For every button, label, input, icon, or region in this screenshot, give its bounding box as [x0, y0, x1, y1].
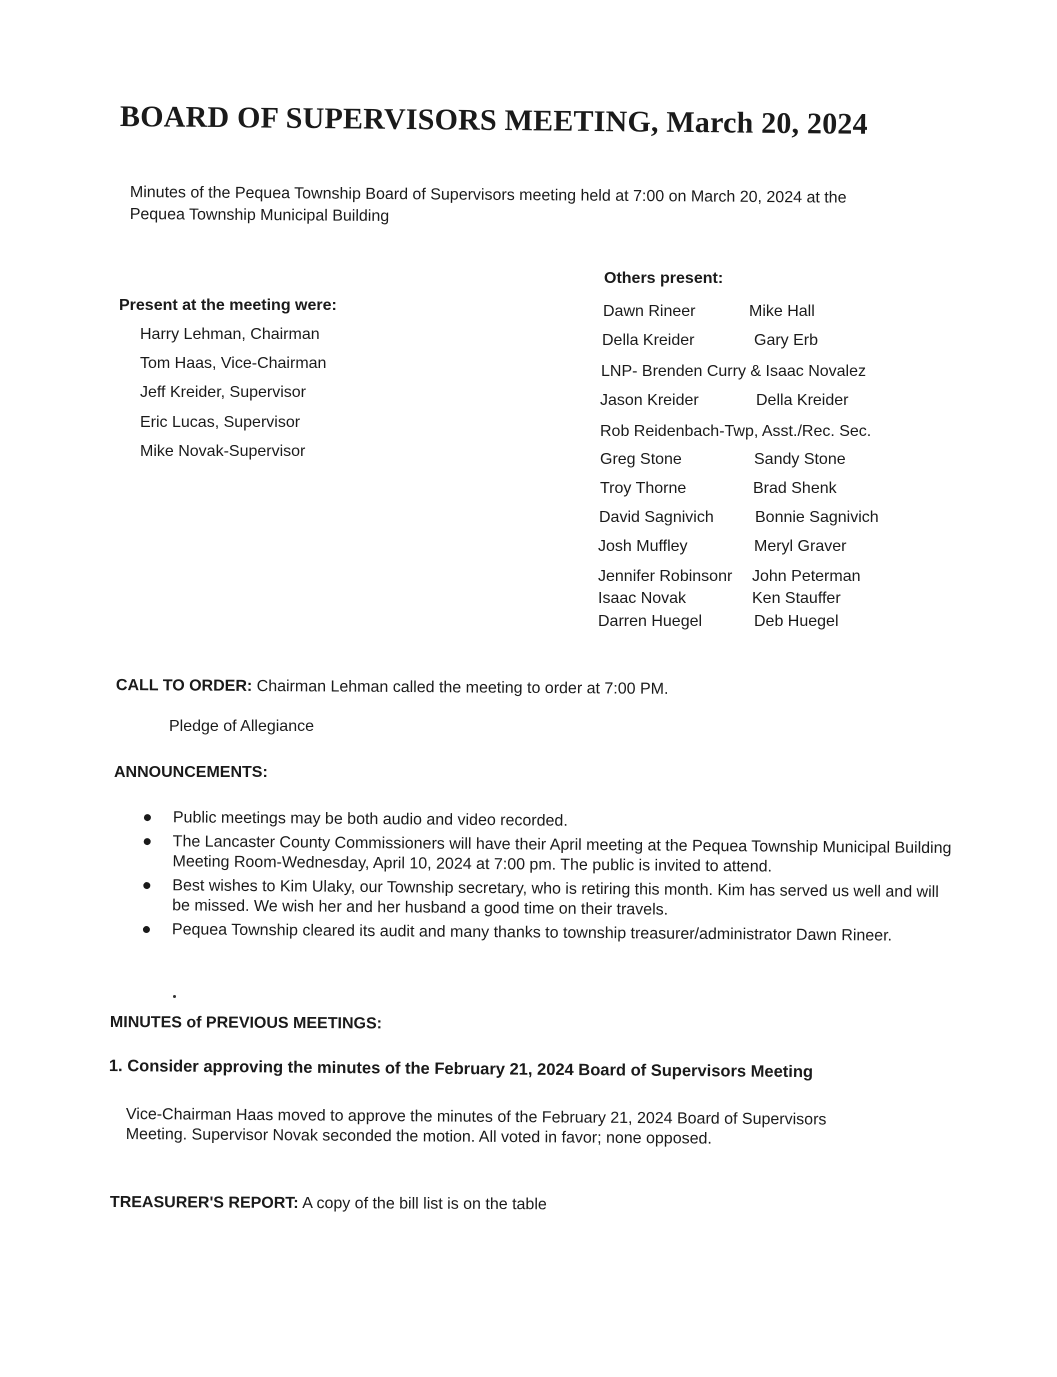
- present-member: Harry Lehman, Chairman: [140, 326, 320, 343]
- others-name: Rob Reidenbach-Twp, Asst./Rec. Sec.: [600, 423, 872, 440]
- present-member: Eric Lucas, Supervisor: [140, 413, 301, 431]
- minutes-motion-line-1: Vice-Chairman Haas moved to approve the minutes of the February 21, 2024 Board of Supervisors: [125, 1106, 827, 1129]
- others-name: Meryl Graver: [754, 538, 847, 555]
- others-name: Troy Thorne: [600, 480, 687, 497]
- intro-line-1: Minutes of the Pequea Township Board of Supervisors meeting held at 7:00 on March 20, 2024 at the: [129, 183, 847, 207]
- present-heading: Present at the meeting were:: [119, 297, 337, 314]
- present-member: Mike Novak-Supervisor: [140, 442, 306, 460]
- others-name: Deb Huegel: [754, 613, 839, 630]
- announcement-item: Best wishes to Kim Ulaky, our Township secretary, who is retiring this month. Kim has served us well and will be missed. We wish her and her husband a good time on their travels.: [139, 876, 952, 923]
- others-name: Mike Hall: [749, 303, 815, 320]
- call-to-order: [116, 676, 669, 700]
- others-name: LNP- Brenden Curry & Isaac Novalez: [601, 363, 866, 380]
- others-name: Greg Stone: [600, 451, 682, 468]
- others-name: Isaac Novak: [598, 590, 687, 607]
- bullet-icon: [144, 814, 151, 821]
- announcements-list: [139, 808, 953, 951]
- announcement-item: Public meetings may be both audio and video recorded.: [140, 808, 953, 835]
- others-name: Brad Shenk: [753, 480, 837, 497]
- intro-line-2: Pequea Township Municipal Building: [129, 205, 390, 226]
- call-to-order-text: Chairman Lehman called the meeting to order at 7:00 PM.: [256, 677, 669, 698]
- minutes-item-title: 1. Consider approving the minutes of the February 21, 2024 Board of Supervisors Meeting: [108, 1057, 814, 1082]
- others-name: Ken Stauffer: [752, 590, 841, 607]
- others-name: Sandy Stone: [754, 451, 846, 468]
- others-name: John Peterman: [752, 568, 861, 585]
- others-name: Dawn Rineer: [603, 303, 696, 320]
- others-name: Gary Erb: [754, 332, 819, 349]
- others-name: Jennifer Robinsonr: [598, 568, 733, 585]
- announcements-heading: ANNOUNCEMENTS:: [114, 764, 268, 781]
- minutes-motion-line-2: Meeting. Supervisor Novak seconded the motion. All voted in favor; none opposed.: [125, 1125, 712, 1148]
- others-name: David Sagnivich: [599, 509, 714, 526]
- others-name: Jason Kreider: [600, 392, 699, 409]
- others-name: Josh Muffley: [598, 538, 688, 555]
- bullet-icon: [144, 838, 151, 845]
- intro-paragraph: [130, 183, 847, 233]
- bullet-icon: [143, 882, 150, 889]
- minutes-heading: MINUTES of PREVIOUS MEETINGS:: [109, 1014, 383, 1033]
- page-title: BOARD OF SUPERVISORS MEETING, March 20, 2024: [119, 100, 868, 141]
- treasurer-label: TREASURER'S REPORT:: [109, 1194, 299, 1212]
- others-name: Darren Huegel: [598, 613, 703, 630]
- treasurer-report: [110, 1193, 547, 1215]
- others-name: Della Kreider: [756, 392, 849, 409]
- present-member: Tom Haas, Vice-Chairman: [140, 355, 327, 373]
- others-name: Bonnie Sagnivich: [755, 509, 879, 526]
- others-name: Della Kreider: [602, 332, 695, 349]
- bullet-icon: [143, 926, 150, 933]
- stray-mark: [173, 995, 176, 998]
- announcement-item: The Lancaster County Commissioners will have their April meeting at the Pequea Township Municipal Building Meeting Room-Wednesday, April 10, 2024 at 7:00 pm. The public is invited to attend.: [139, 832, 952, 879]
- present-list: [140, 325, 326, 471]
- treasurer-text: A copy of the bill list is on the table: [302, 1195, 547, 1214]
- announcement-item: Pequea Township cleared its audit and many thanks to township treasurer/administrator Dawn Rineer.: [139, 920, 952, 947]
- minutes-motion: [126, 1105, 827, 1151]
- others-heading: Others present:: [604, 270, 724, 287]
- pledge-text: Pledge of Allegiance: [169, 718, 314, 735]
- call-to-order-label: CALL TO ORDER:: [115, 677, 253, 695]
- present-member: Jeff Kreider, Supervisor: [140, 384, 307, 402]
